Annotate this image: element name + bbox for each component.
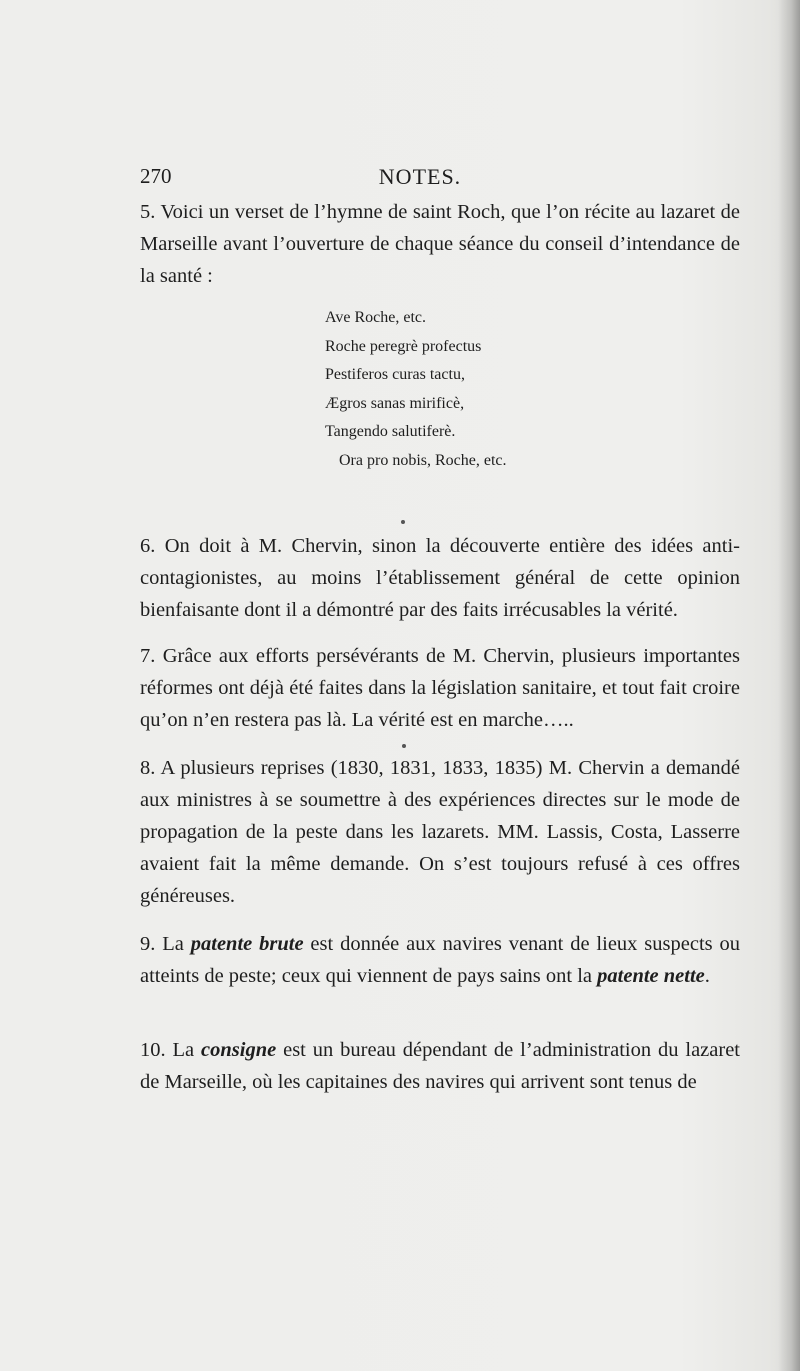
hymn-line: Tangendo salutiferè.: [325, 423, 456, 441]
note-9: [140, 928, 740, 992]
page-number: 270: [140, 164, 172, 188]
hymn-line: Ora pro nobis, Roche, etc.: [339, 451, 507, 469]
hymn-line: Ægros sanas mirificè,: [325, 394, 465, 412]
note-10-rest: est un bureau dépendant de l’administration du lazaret de Marseille, où les capitaines des navires qui arrivent sont tenus de: [140, 1039, 741, 1093]
note-9-suffix: .: [704, 965, 710, 987]
hymn-verse: [325, 304, 507, 476]
term-patente-nette: patente nette: [597, 965, 705, 987]
note-6: 6. On doit à M. Chervin, sinon la découverte entière des idées anti-contagionistes, au moins l’établissement général de cette opinion bienfaisante dont il a démontré par des faits irrécusables la vérité.: [140, 535, 740, 621]
running-title: NOTES.: [378, 164, 462, 189]
note-10-prefix: 10. La: [140, 1039, 202, 1061]
term-consigne: consigne: [201, 1039, 277, 1061]
hymn-line: Pestiferos curas tactu,: [325, 366, 465, 384]
note-7: 7. Grâce aux efforts persévérants de M. Chervin, plusieurs importantes réformes ont déjà été faites dans la législation sanitaire, et tout fait croire qu’on n’en restera pas là. La vérité est en marche…..: [140, 645, 740, 731]
hymn-line: Ave Roche, etc.: [325, 309, 426, 326]
note-9-middle: est donnée aux navires venant de lieux suspects ou atteints de peste; ceux qui viennent de pays sains ont la: [140, 933, 740, 987]
note-9-prefix: 9. La: [140, 933, 191, 955]
hymn-line: Roche peregrè profectus: [325, 337, 482, 355]
page-header: [140, 164, 700, 194]
page-edge-shadow: [778, 0, 800, 1371]
print-speck: [401, 520, 405, 524]
note-8: 8. A plusieurs reprises (1830, 1831, 1833, 1835) M. Chervin a demandé aux ministres à se soumettre à des expériences directes sur le mode de propagation de la peste dans les lazarets. MM. Lassis, Costa, Lasserre avaient fait la même demande. On s’est toujours refusé à ces offres généreuses.: [140, 757, 740, 907]
print-speck: [402, 744, 406, 748]
term-patente-brute: patente brute: [190, 933, 304, 955]
note-5: 5. Voici un verset de l’hymne de saint Roch, que l’on récite au lazaret de Marseille avant l’ouverture de chaque séance du conseil d’intendance de la santé :: [140, 201, 740, 287]
note-10: [140, 1034, 740, 1098]
